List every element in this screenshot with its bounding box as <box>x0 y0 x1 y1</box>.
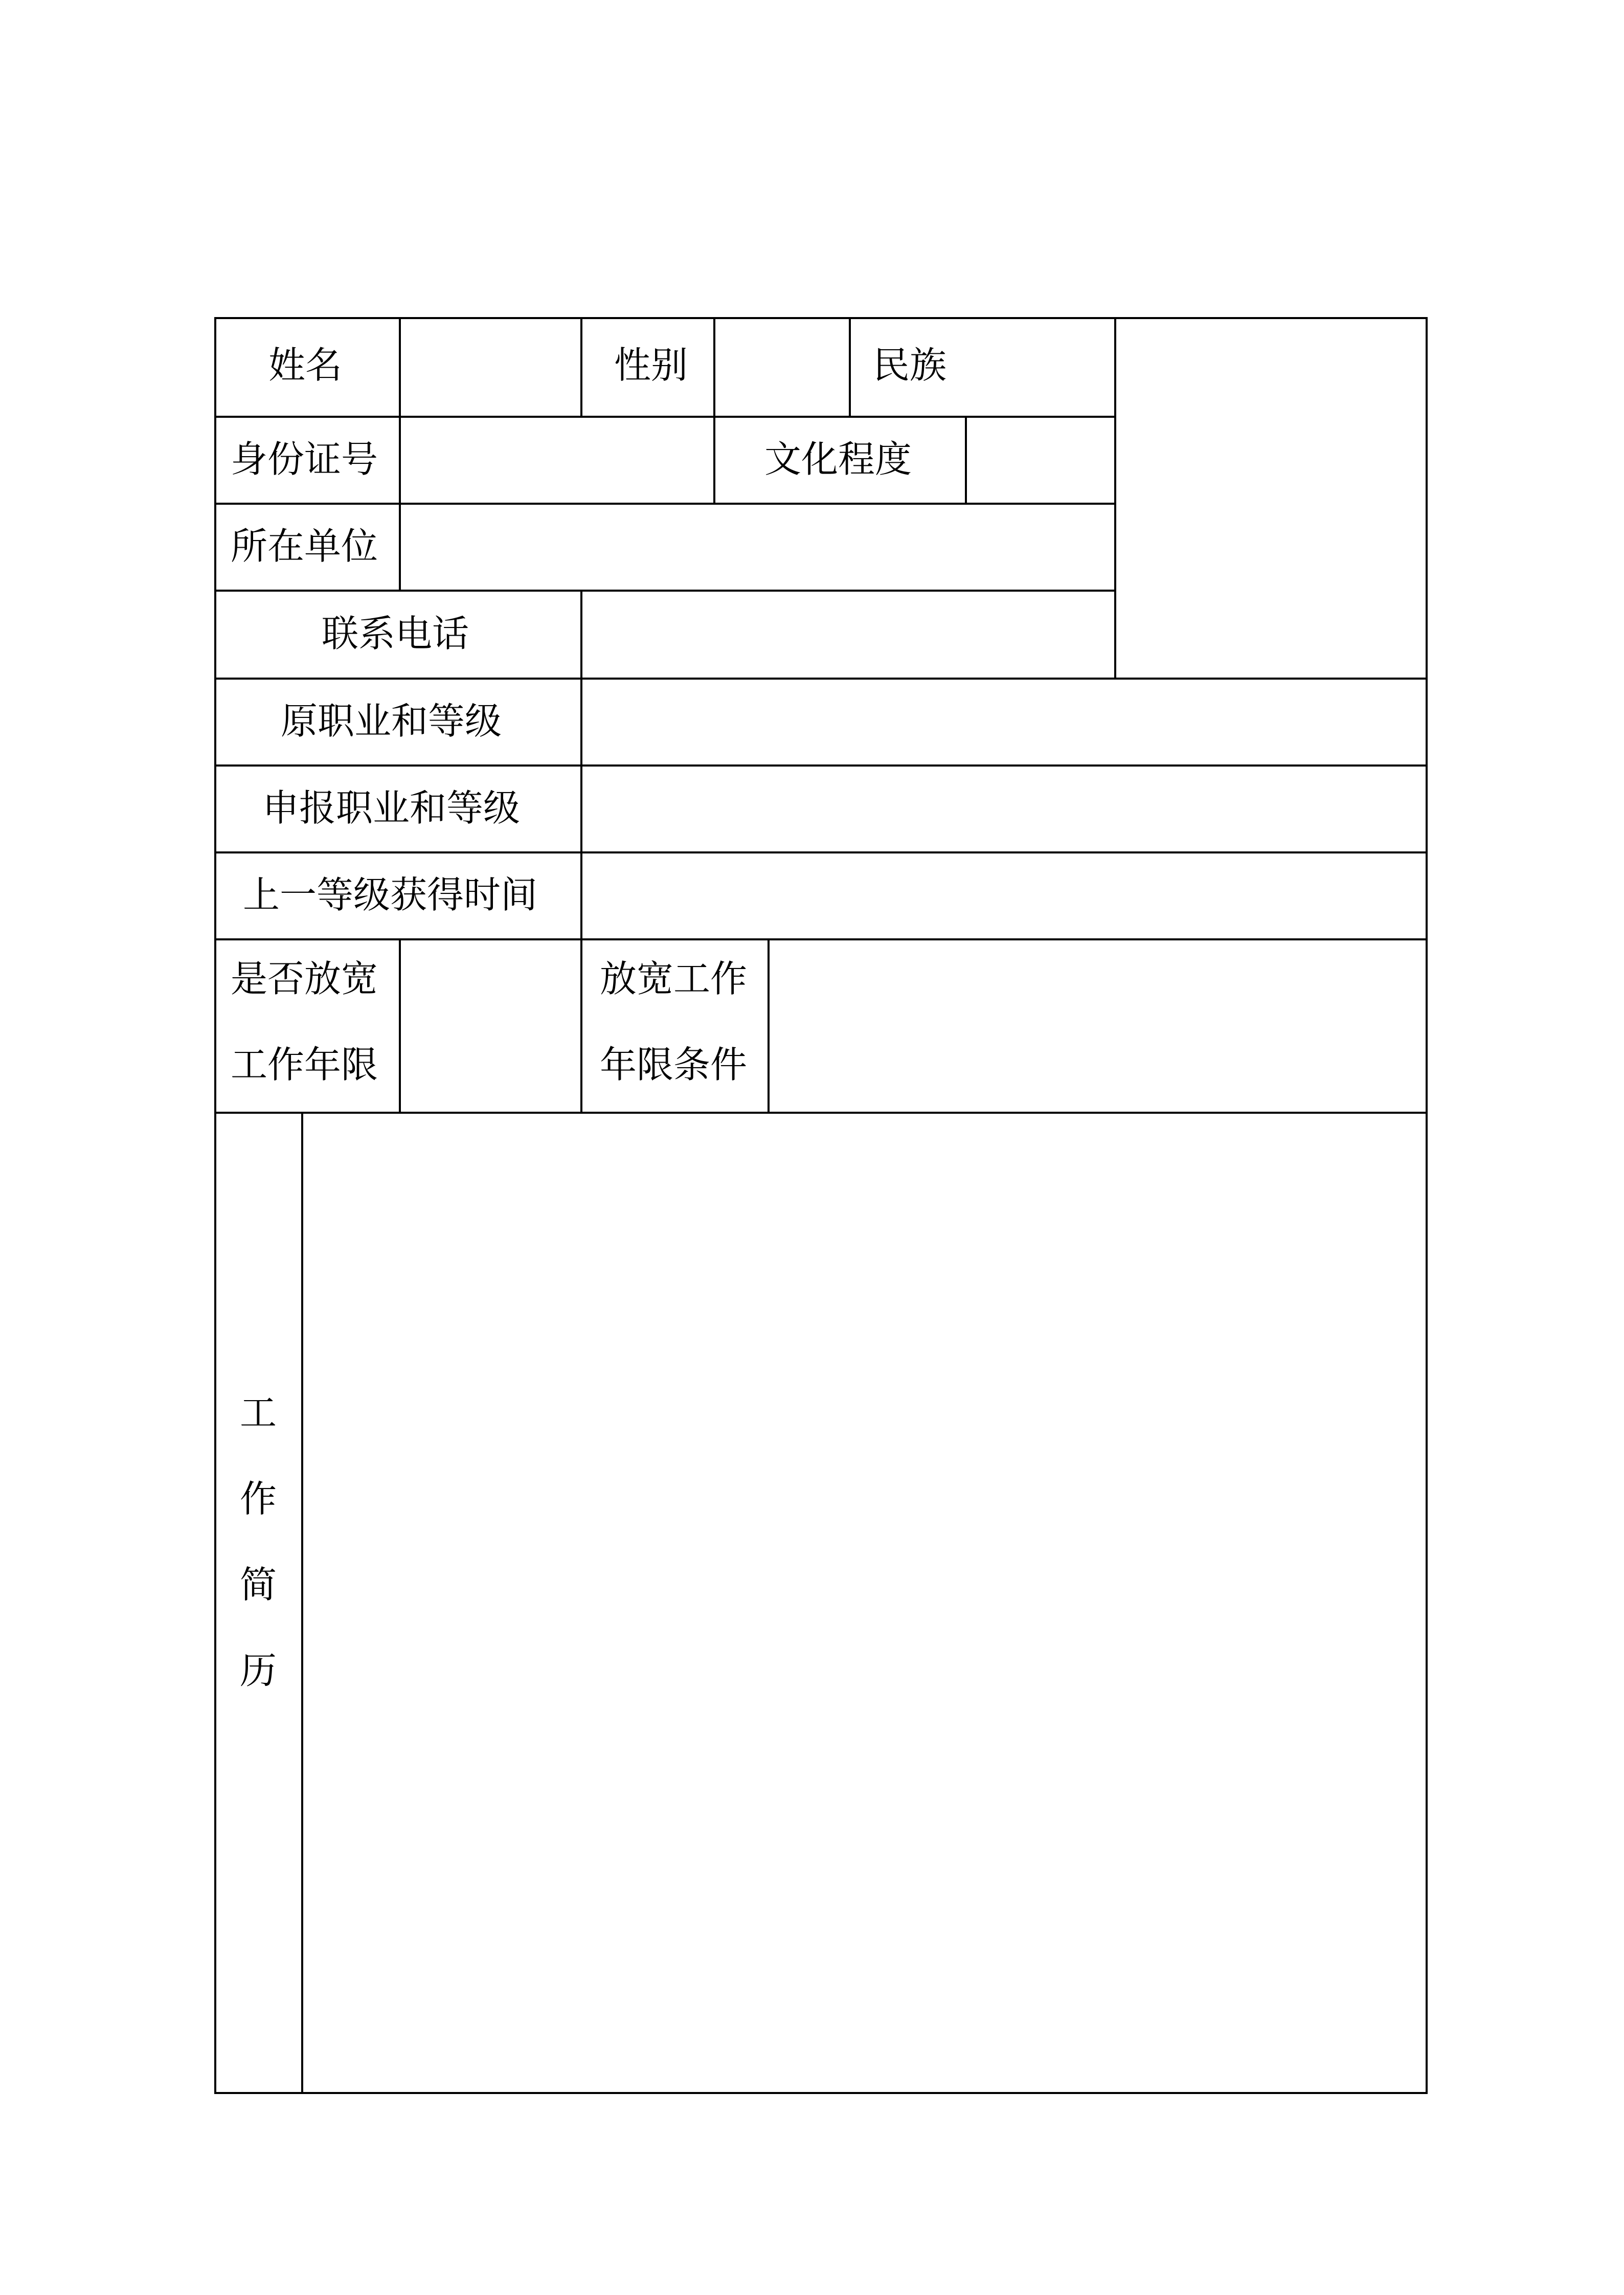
work-history-label-char: 简 <box>240 1563 277 1606</box>
table-border-bottom <box>214 2092 1428 2094</box>
relax-years-value-cell[interactable] <box>401 940 580 1112</box>
ethnicity-label: 民族 <box>873 344 947 387</box>
id-number-label: 身份证号 <box>231 438 378 481</box>
column-divider <box>580 317 582 416</box>
workplace-value-cell[interactable] <box>401 505 1114 590</box>
work-history-value-cell[interactable] <box>303 1114 1426 2092</box>
application-form-table <box>214 317 1428 2094</box>
ethnicity-value-cell[interactable] <box>966 319 1114 416</box>
relax-condition-value-cell[interactable] <box>770 940 1426 1112</box>
relax-years-label-line-1: 是否放宽 <box>231 957 378 1000</box>
relax-condition-label-line-1: 放宽工作 <box>600 957 748 1000</box>
workplace-label: 所在单位 <box>231 525 378 568</box>
work-history-label-char: 历 <box>240 1649 277 1692</box>
relax-condition-label-line-2: 年限条件 <box>600 1043 748 1086</box>
phone-label: 联系电话 <box>322 612 469 655</box>
education-value-cell[interactable] <box>967 418 1114 503</box>
name-label: 姓名 <box>268 344 343 387</box>
education-label: 文化程度 <box>764 438 912 481</box>
gender-label: 性别 <box>614 344 688 387</box>
table-border-right <box>1426 317 1428 2094</box>
original-occupation-value-cell[interactable] <box>582 680 1426 764</box>
original-occupation-label: 原职业和等级 <box>281 700 502 742</box>
relax-years-label-line-2: 工作年限 <box>231 1043 378 1086</box>
work-history-label-char: 工 <box>240 1391 277 1434</box>
table-border-left <box>214 317 216 2094</box>
applied-occupation-label: 申报职业和等级 <box>262 786 521 829</box>
previous-grade-time-value-cell[interactable] <box>582 853 1426 938</box>
previous-grade-time-label: 上一等级获得时间 <box>243 873 538 916</box>
applied-occupation-value-cell[interactable] <box>582 767 1426 851</box>
work-history-label-char: 作 <box>240 1477 277 1520</box>
id-number-value-cell[interactable] <box>401 418 713 503</box>
phone-value-cell[interactable] <box>582 592 1114 678</box>
photo-cell[interactable] <box>1116 319 1426 678</box>
column-divider <box>849 317 851 416</box>
work-history-label <box>240 1391 277 1692</box>
name-value-cell[interactable] <box>401 319 580 416</box>
gender-value-cell[interactable] <box>715 319 849 416</box>
